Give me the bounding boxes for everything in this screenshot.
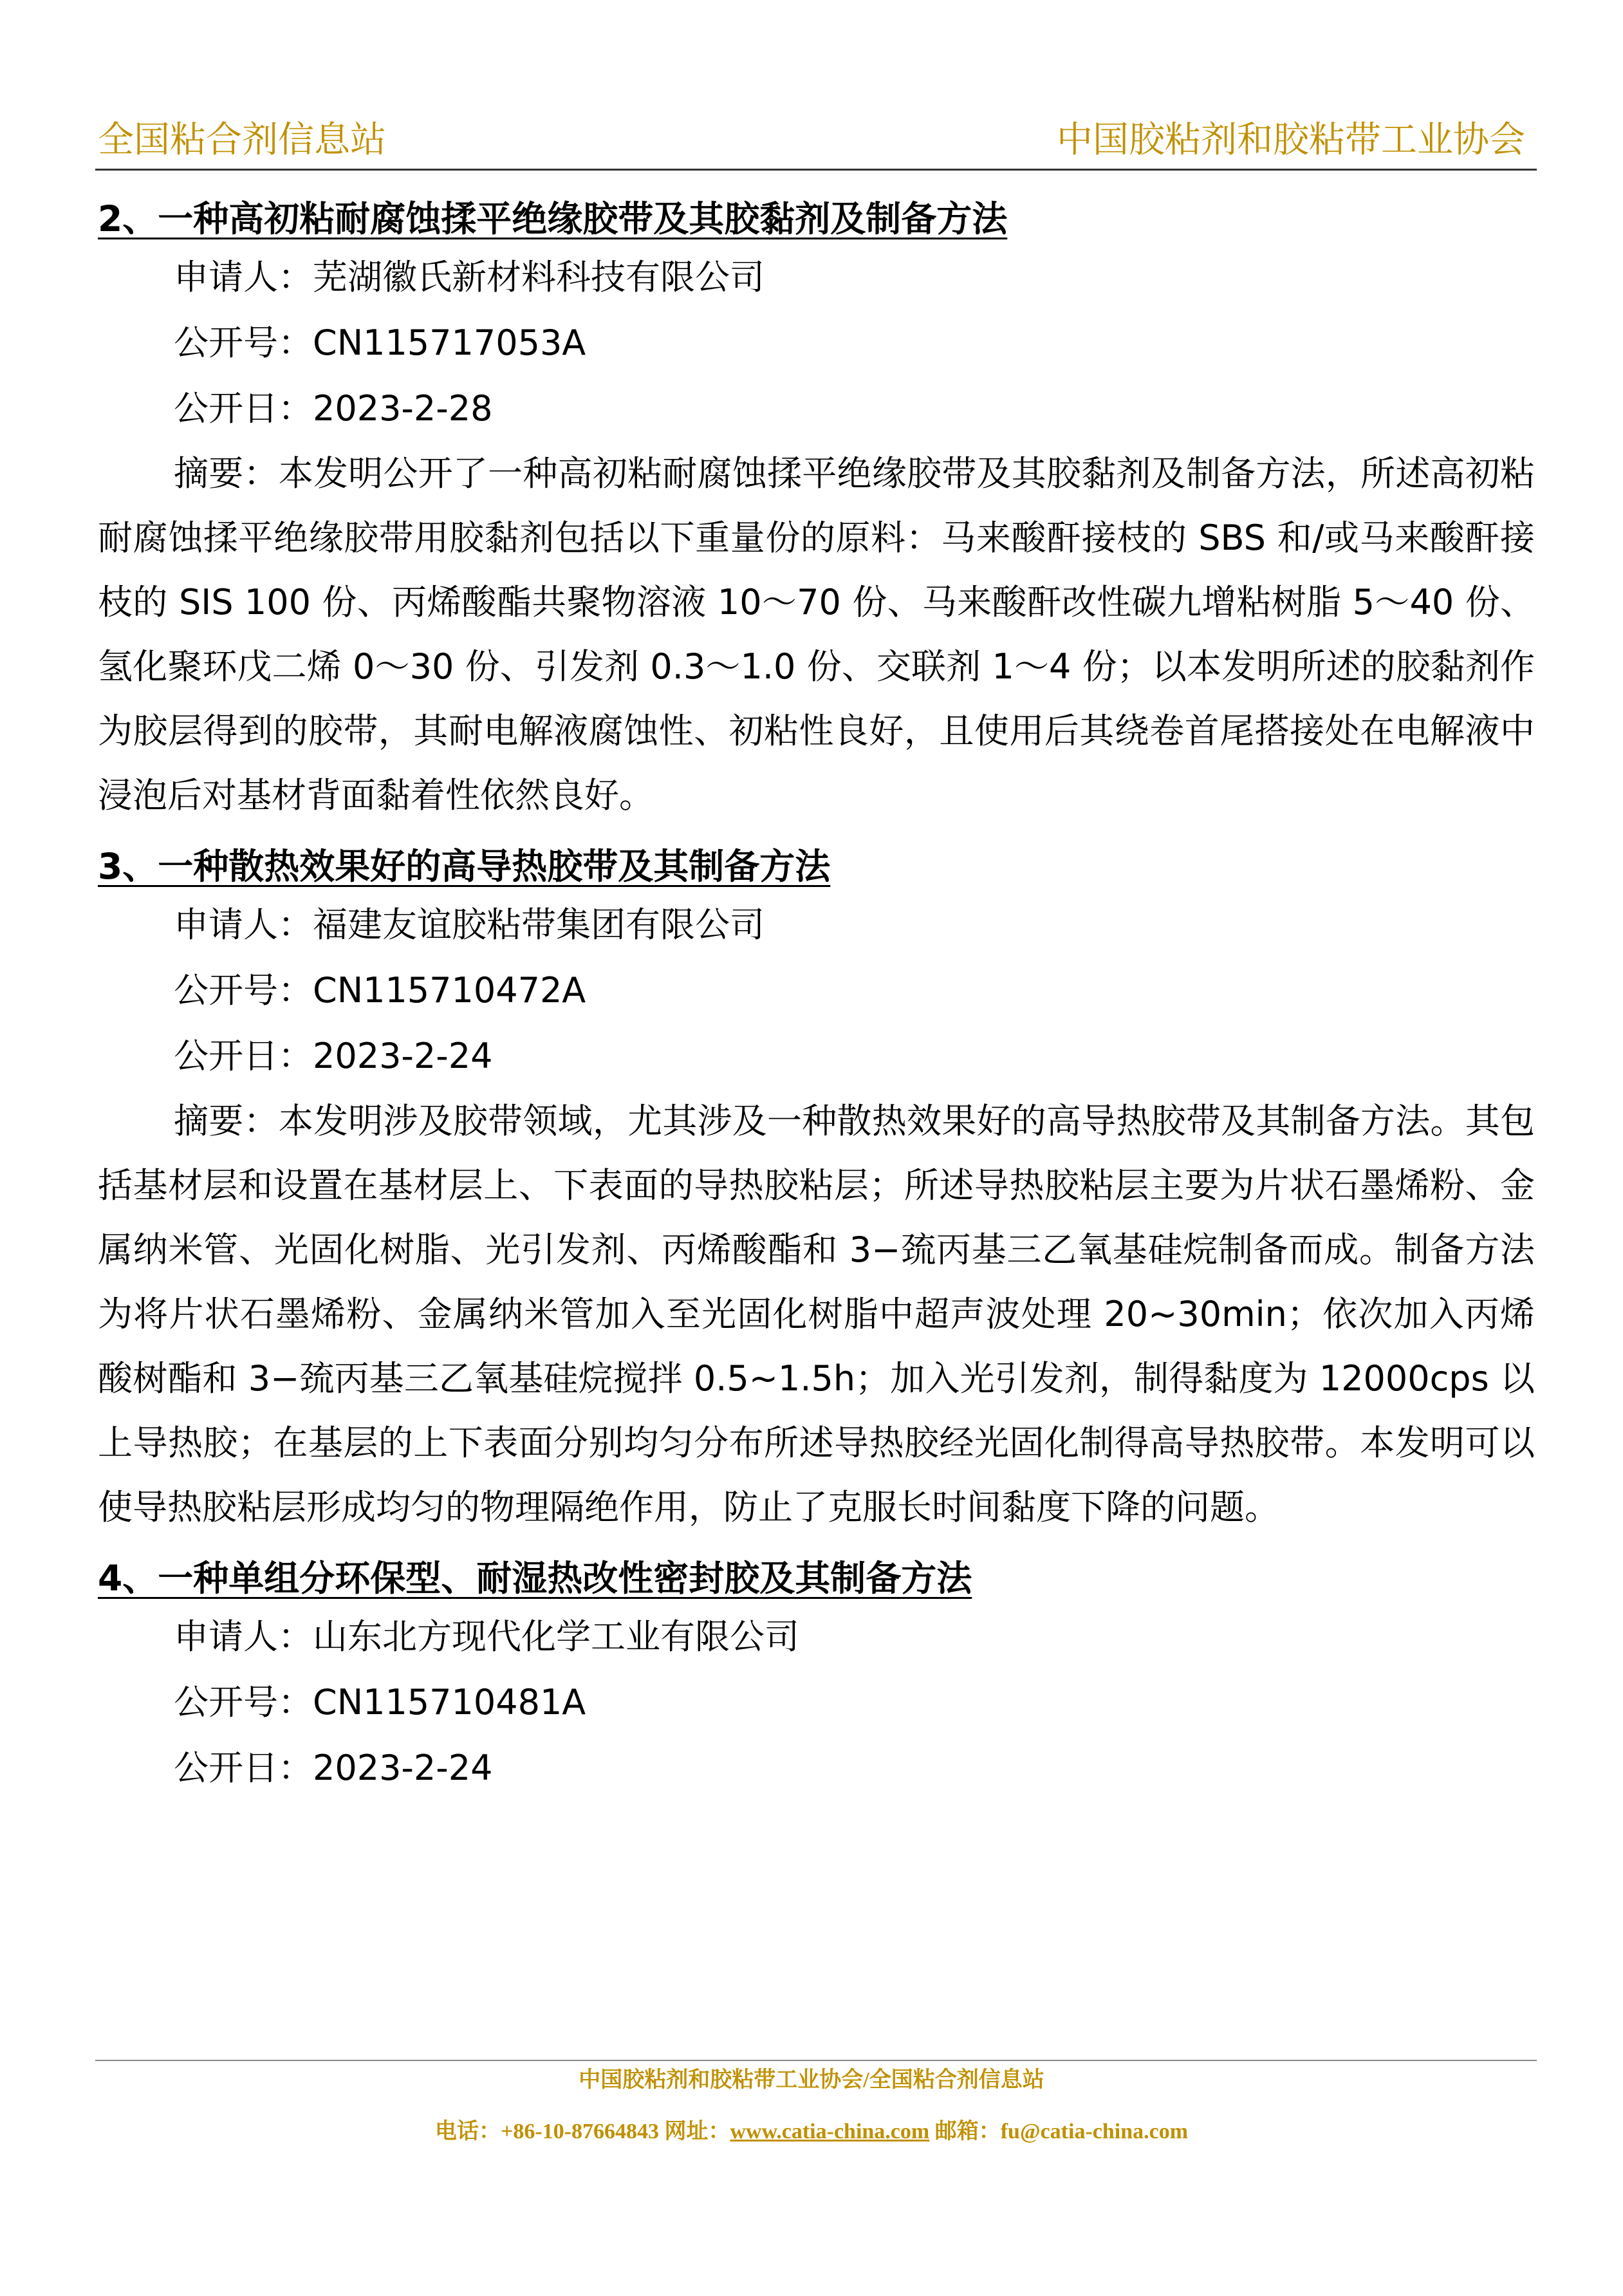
patent-title: 4、一种单组分环保型、耐湿热改性密封胶及其制备方法 <box>98 1558 972 1599</box>
patent-publication-date: 公开日：2023-2-24 <box>174 1036 493 1076</box>
footer-organization: 中国胶粘剂和胶粘带工业协会/全国粘合剂信息站 <box>579 2068 1044 2092</box>
footer-divider <box>95 2060 1537 2061</box>
document-body <box>98 193 1535 1801</box>
header-left-title: 全国粘合剂信息站 <box>98 119 386 161</box>
footer-phone: 电话：+86-10-87664843 网址： <box>434 2120 730 2143</box>
footer-contact <box>0 2118 1623 2146</box>
patent-applicant: 申请人：福建友谊胶粘带集团有限公司 <box>174 904 765 945</box>
header-divider <box>95 169 1537 171</box>
header-right-title: 中国胶粘剂和胶粘带工业协会 <box>1057 119 1525 161</box>
footer-website-link[interactable]: www.catia-china.com <box>730 2120 930 2143</box>
patent-abstract: 摘要：本发明公开了一种高初粘耐腐蚀揉平绝缘胶带及其胶黏剂及制备方法，所述高初粘耐腐蚀揉平绝缘胶带用胶黏剂包括以下重量份的原料：马来酸酐接枝的 SBS 和/或马来酸酐接枝的 SIS 100 份、丙烯酸酯共聚物溶液 10～70 份、马来酸酐改性碳九增粘树脂 5～40 份、氢化聚环戊二烯 0～30 份、引发剂 0.3～1.0 份、交联剂 1～4 份；以本发明所述的胶黏剂作为胶层得到的胶带，其耐电解液腐蚀性、初粘性良好，且使用后其绕卷首尾搭接处在电解液中浸泡后对基材背面黏着性依然良好。 <box>98 453 1535 816</box>
patent-item-2 <box>98 193 1535 828</box>
patent-abstract: 摘要：本发明涉及胶带领域，尤其涉及一种散热效果好的高导热胶带及其制备方法。其包括基材层和设置在基材层上、下表面的导热胶粘层；所述导热胶粘层主要为片状石墨烯粉、金属纳米管、光固化树脂、光引发剂、丙烯酸酯和 3−巯丙基三乙氧基硅烷制备而成。制备方法为将片状石墨烯粉、金属纳米管加入至光固化树脂中超声波处理 20~30min；依次加入丙烯酸树酯和 3−巯丙基三乙氧基硅烷搅拌 0.5~1.5h；加入光引发剂，制得黏度为 12000cps 以上导热胶；在基层的上下表面分别均匀分布所述导热胶经光固化制得高导热胶带。本发明可以使导热胶粘层形成均匀的物理隔绝作用，防止了克服长时间黏度下降的问题。 <box>98 1101 1535 1527</box>
patent-publication-number: 公开号：CN115717053A <box>174 322 586 363</box>
patent-publication-date: 公开日：2023-2-24 <box>174 1748 493 1788</box>
footer-email: 邮箱：fu@catia-china.com <box>929 2120 1189 2143</box>
patent-publication-number: 公开号：CN115710472A <box>174 970 586 1011</box>
patent-applicant: 申请人：山东北方现代化学工业有限公司 <box>174 1616 799 1657</box>
patent-title: 3、一种散热效果好的高导热胶带及其制备方法 <box>98 846 831 887</box>
patent-publication-date: 公开日：2023-2-28 <box>174 388 493 429</box>
patent-title: 2、一种高初粘耐腐蚀揉平绝缘胶带及其胶黏剂及制备方法 <box>98 198 1008 239</box>
patent-applicant: 申请人：芜湖徽氏新材料科技有限公司 <box>174 257 765 297</box>
patent-item-3 <box>98 841 1535 1540</box>
patent-item-4 <box>98 1553 1535 1801</box>
patent-publication-number: 公开号：CN115710481A <box>174 1682 586 1722</box>
